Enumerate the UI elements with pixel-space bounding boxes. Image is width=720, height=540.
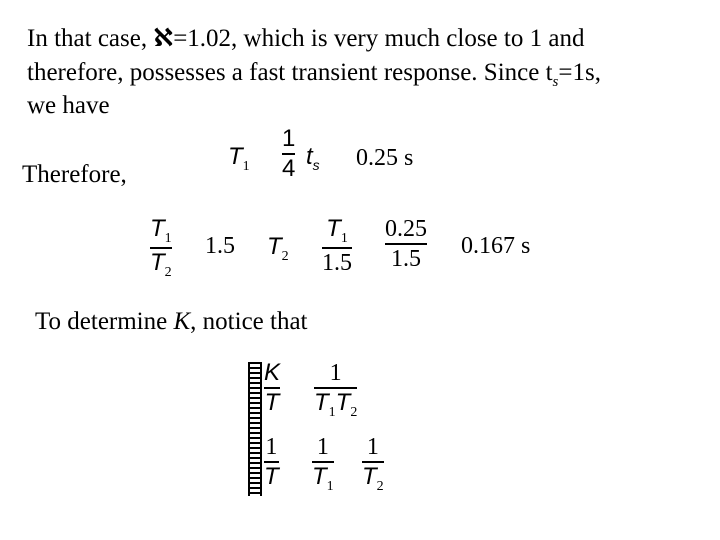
therefore-label: Therefore, bbox=[22, 161, 127, 188]
eq3-frac4-den bbox=[362, 464, 384, 494]
eq2-frac1-T: T bbox=[150, 215, 165, 242]
eq2-frac1-sub: 1 bbox=[164, 231, 172, 246]
eq2-ratio: 1.5 bbox=[205, 233, 235, 259]
paragraph-line-2 bbox=[27, 57, 601, 98]
paragraph-line-3: we have bbox=[27, 92, 110, 119]
eq2-frac3-num: 0.25 bbox=[385, 216, 427, 242]
paragraph-line2-prefix: therefore, possesses a fast transient response. Since t bbox=[27, 59, 553, 86]
eq3-frac3-den bbox=[312, 464, 334, 494]
eq3-frac4-den-T: T bbox=[362, 462, 377, 490]
eq3-T: T bbox=[264, 388, 280, 416]
paragraph-line2-sub: s bbox=[552, 74, 559, 90]
eq1-T1 bbox=[228, 143, 250, 174]
paragraph-line1-prefix: In that case, bbox=[27, 25, 154, 52]
eq2-frac2-den: 1.5 bbox=[322, 249, 352, 276]
eq2-T2 bbox=[267, 233, 289, 264]
eq3-frac1-den-sub2: 2 bbox=[350, 404, 358, 420]
eq2-T2-T: T bbox=[267, 233, 282, 260]
eq3-frac-1-T1 bbox=[312, 434, 334, 494]
eq2-frac1-den bbox=[150, 250, 172, 280]
eq2-frac3-bar bbox=[385, 243, 427, 245]
eq3-frac2-den: T bbox=[264, 462, 279, 490]
eq3-frac-1-T bbox=[264, 434, 279, 490]
eq3-frac1-den-T1: T bbox=[314, 388, 329, 416]
eq2-frac2-T: T bbox=[326, 215, 341, 242]
eq2-result: 0.167 s bbox=[461, 233, 531, 259]
eq3-frac1-num: 1 bbox=[329, 360, 342, 386]
eq3-frac1-den bbox=[314, 390, 357, 420]
eq1-T: T bbox=[228, 143, 243, 170]
eq2-frac1-den-T: T bbox=[150, 248, 165, 276]
eq1-num: 1 bbox=[282, 125, 296, 152]
eq1-ts bbox=[306, 143, 320, 171]
eq3-K: K bbox=[264, 359, 281, 386]
eq3-frac-1-T2 bbox=[362, 434, 384, 494]
eq1-value: 0.25 s bbox=[356, 145, 414, 171]
eq1-den: 4 bbox=[282, 154, 296, 182]
eq2-frac-3 bbox=[385, 216, 427, 272]
paragraph-line2-suffix: =1s, bbox=[558, 59, 601, 86]
eq3-frac1-den-sub1: 1 bbox=[328, 404, 336, 420]
eq2-frac-1 bbox=[150, 216, 172, 280]
eq1-t-sub: s bbox=[312, 157, 320, 173]
determine-k-K: K bbox=[173, 308, 191, 335]
determine-k-suffix: , notice that bbox=[190, 308, 308, 335]
eq3-frac4-den-sub: 2 bbox=[376, 478, 384, 494]
eq2-frac3-den: 1.5 bbox=[391, 245, 421, 272]
eq3-frac1-den-T2: T bbox=[335, 388, 351, 416]
eq3-frac-K-T bbox=[264, 360, 280, 416]
paragraph-line-1 bbox=[27, 22, 584, 55]
eq2-T2-sub: 2 bbox=[281, 249, 289, 264]
eq2-frac2-num bbox=[326, 216, 348, 246]
determine-k-prefix: To determine bbox=[35, 308, 174, 335]
eq1-T-sub: 1 bbox=[242, 159, 250, 174]
eq3-frac3-den-T: T bbox=[312, 462, 327, 490]
eq2-frac2-sub: 1 bbox=[340, 231, 348, 246]
eq2-frac1-num bbox=[150, 216, 172, 246]
eq3-frac4-num: 1 bbox=[366, 434, 379, 460]
eq3-frac2-num: 1 bbox=[265, 434, 278, 460]
zeta-symbol: ℵ bbox=[153, 24, 174, 52]
determine-k-text bbox=[35, 306, 308, 338]
eq3-bracket bbox=[248, 362, 262, 496]
eq2-frac1-den-sub: 2 bbox=[164, 264, 172, 280]
paragraph-line1-suffix: =1.02, which is very much close to 1 and bbox=[173, 25, 585, 52]
eq3-frac3-den-sub: 1 bbox=[326, 478, 334, 494]
eq1-t: t bbox=[306, 143, 313, 170]
eq3-frac3-num: 1 bbox=[316, 434, 329, 460]
eq3-frac-1-T1T2 bbox=[314, 360, 357, 420]
eq1-fraction bbox=[282, 126, 295, 182]
eq2-frac-2 bbox=[322, 216, 352, 276]
